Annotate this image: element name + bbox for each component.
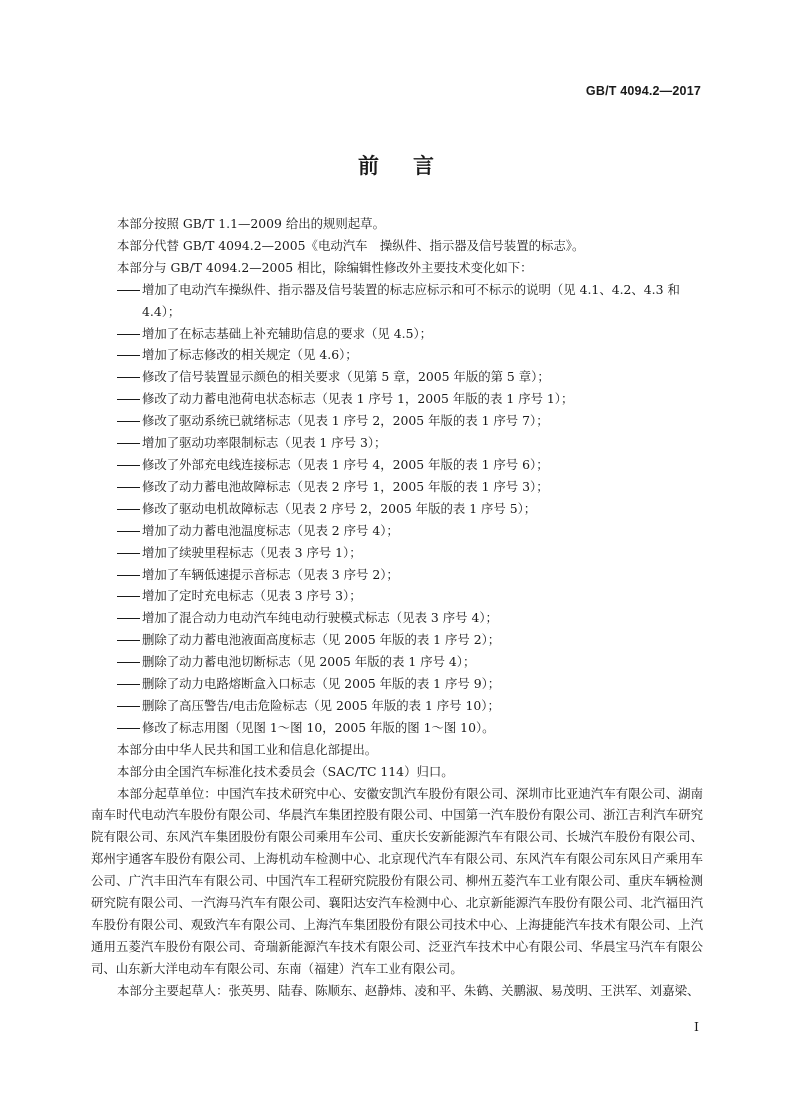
change-item: [91, 585, 703, 607]
managed-by-paragraph: 本部分由全国汽车标准化技术委员会（SAC/TC 114）归口。: [117, 763, 454, 779]
change-item: [91, 564, 703, 586]
change-item: [91, 717, 703, 739]
change-item-text: 增加了驱动功率限制标志（见表 1 序号 3）；: [142, 435, 387, 451]
em-dash-icon: [117, 651, 142, 673]
em-dash-icon: [117, 520, 142, 542]
change-item-text: 删除了动力电路熔断盒入口标志（见 2005 年版的表 1 序号 9）；: [142, 676, 501, 692]
change-item-text: 增加了车辆低速提示音标志（见表 3 序号 2）；: [142, 566, 399, 582]
change-item-text: 修改了外部充电线连接标志（见表 1 序号 4，2005 年版的表 1 序号 6）；: [142, 456, 549, 472]
document-header-id: GB/T 4094.2—2017: [585, 84, 701, 98]
drafters-paragraph: 本部分主要起草人：张英男、陆春、陈顺东、赵静炜、凌和平、朱鹤、关鹏淑、易茂明、王洪军、刘嘉梁、: [117, 982, 700, 998]
change-item-text: 增加了电动汽车操纵件、指示器及信号装置的标志应标示和可不标示的说明（见 4.1、4.2、4.3 和 4.4）；: [142, 281, 680, 319]
change-item: [91, 629, 703, 651]
change-item-text: 增加了定时充电标志（见表 3 序号 3）；: [142, 588, 362, 604]
page-number: I: [694, 1019, 699, 1034]
change-item: [91, 607, 703, 629]
drafting-units-paragraph: 本部分起草单位：中国汽车技术研究中心、安徽安凯汽车股份有限公司、深圳市比亚迪汽车有限公司、湖南南车时代电动汽车股份有限公司、华晨汽车集团控股有限公司、中国第一汽车股份有限公司、浙江吉利汽车研究院有限公司、东风汽车集团股份有限公司乘用车公司、重庆长安新能源汽车有限公司、长城汽车股份有限公司、郑州宇通客车股份有限公司、上海机动车检测中心、北京现代汽车有限公司、东风汽车有限公司东风日产乘用车公司、广汽丰田汽车有限公司、中国汽车工程研究院股份有限公司、柳州五菱汽车工业有限公司、重庆车辆检测研究院有限公司、一汽海马汽车有限公司、襄阳达安汽车检测中心、北京新能源汽车股份有限公司、北汽福田汽车股份有限公司、观致汽车有限公司、上海汽车集团股份有限公司技术中心、上海捷能汽车技术有限公司、上汽通用五菱汽车股份有限公司、奇瑞新能源汽车技术有限公司、泛亚汽车技术中心有限公司、华晨宝马汽车有限公司、山东新大洋电动车有限公司、东南（福建）汽车工业有限公司。: [91, 785, 703, 976]
em-dash-icon: [117, 432, 142, 454]
change-item-text: 删除了动力蓄电池切断标志（见 2005 年版的表 1 序号 4）；: [142, 654, 476, 670]
change-item: [91, 695, 703, 717]
change-item-text: 增加了续驶里程标志（见表 3 序号 1）；: [142, 544, 362, 560]
em-dash-icon: [117, 323, 142, 345]
em-dash-icon: [117, 629, 142, 651]
intro-paragraph: 本部分按照 GB/T 1.1—2009 给出的规则起草。: [117, 216, 385, 231]
change-item: [91, 454, 703, 476]
change-item: [91, 410, 703, 432]
change-item: [91, 366, 703, 388]
change-item: [91, 542, 703, 564]
em-dash-icon: [117, 410, 142, 432]
em-dash-icon: [117, 607, 142, 629]
change-item: [91, 476, 703, 498]
change-item: [91, 323, 703, 345]
em-dash-icon: [117, 279, 142, 301]
change-item: [91, 344, 703, 366]
change-item: [91, 520, 703, 542]
change-item-text: 修改了动力蓄电池故障标志（见表 2 序号 1，2005 年版的表 1 序号 3）；: [142, 478, 549, 494]
change-item: [91, 432, 703, 454]
change-item-text: 删除了高压警告/电击危险标志（见 2005 年版的表 1 序号 10）；: [142, 697, 500, 713]
em-dash-icon: [117, 388, 142, 410]
intro-paragraph: 本部分与 GB/T 4094.2—2005 相比，除编辑性修改外主要技术变化如下：: [117, 259, 533, 275]
em-dash-icon: [117, 344, 142, 366]
document-body: [91, 213, 703, 1002]
page-title: 前言: [358, 154, 468, 178]
change-item-text: 增加了混合动力电动汽车纯电动行驶模式标志（见表 3 序号 4）；: [142, 610, 498, 626]
em-dash-icon: [117, 673, 142, 695]
em-dash-icon: [117, 585, 142, 607]
change-item: [91, 388, 703, 410]
change-item-text: 删除了动力蓄电池液面高度标志（见 2005 年版的表 1 序号 2）；: [142, 632, 501, 648]
change-item: [91, 279, 703, 323]
em-dash-icon: [117, 476, 142, 498]
change-item: [91, 651, 703, 673]
proposed-by-paragraph: 本部分由中华人民共和国工业和信息化部提出。: [117, 741, 378, 757]
intro-paragraph: 本部分代替 GB/T 4094.2—2005《电动汽车 操纵件、指示器及信号装置的标志》。: [117, 237, 585, 253]
em-dash-icon: [117, 366, 142, 388]
change-item-text: 增加了在标志基础上补充辅助信息的要求（见 4.5）；: [142, 325, 433, 341]
change-item-text: 修改了信号装置显示颜色的相关要求（见第 5 章，2005 年版的第 5 章）；: [142, 369, 550, 385]
em-dash-icon: [117, 498, 142, 520]
change-item-text: 增加了动力蓄电池温度标志（见表 2 序号 4）；: [142, 522, 399, 538]
change-item: [91, 498, 703, 520]
change-item-text: 修改了驱动电机故障标志（见表 2 序号 2，2005 年版的表 1 序号 5）；: [142, 500, 537, 516]
em-dash-icon: [117, 542, 142, 564]
change-item-text: 增加了标志修改的相关规定（见 4.6）；: [142, 347, 358, 363]
change-item-text: 修改了动力蓄电池荷电状态标志（见表 1 序号 1，2005 年版的表 1 序号 1）；: [142, 391, 574, 407]
em-dash-icon: [117, 454, 142, 476]
em-dash-icon: [117, 564, 142, 586]
change-item-text: 修改了驱动系统已就绪标志（见表 1 序号 2，2005 年版的表 1 序号 7）；: [142, 413, 549, 429]
change-item: [91, 673, 703, 695]
em-dash-icon: [117, 695, 142, 717]
change-item-text: 修改了标志用图（见图 1～图 10，2005 年版的图 1～图 10）。: [142, 719, 495, 735]
em-dash-icon: [117, 717, 142, 739]
